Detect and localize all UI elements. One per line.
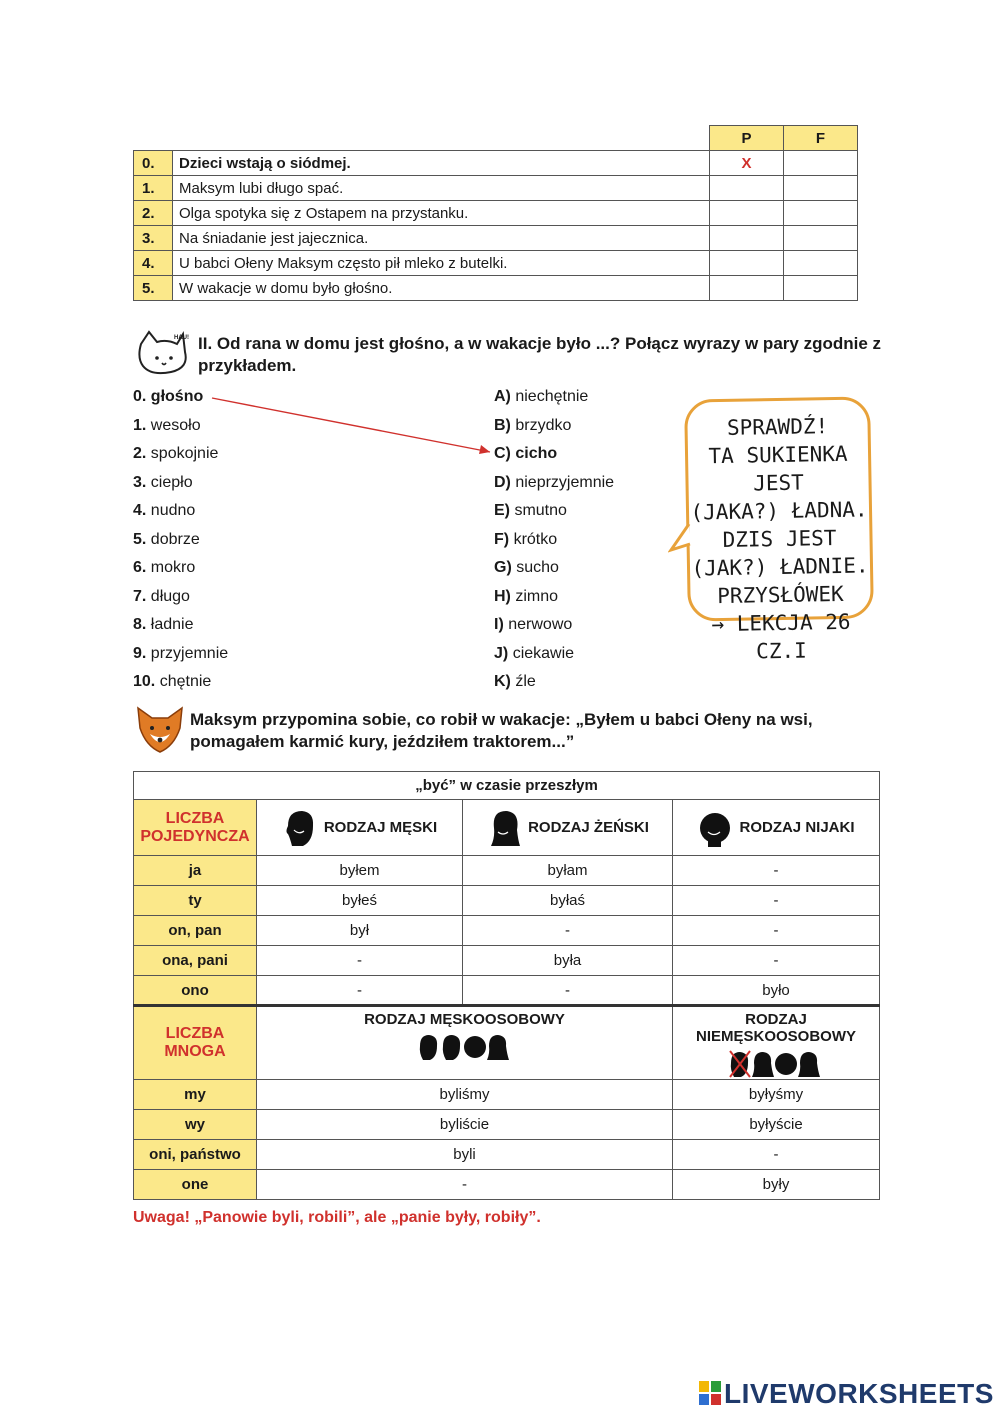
- table-row: [134, 1080, 880, 1110]
- form-cell: byliście: [257, 1110, 673, 1140]
- answer-p[interactable]: [710, 276, 784, 301]
- list-item[interactable]: I) nerwowo: [494, 616, 573, 633]
- right-word-list: [494, 387, 614, 701]
- person-label: ty: [134, 886, 257, 916]
- bubble-tail: [668, 520, 694, 560]
- row-number: 0.: [134, 151, 173, 176]
- gender-header-nmo: RODZAJ NIEMĘSKOOSOBOWY: [673, 1006, 880, 1080]
- warning-note: Uwaga! „Panowie byli, robili”, ale „panie były, robiły”.: [133, 1209, 541, 1226]
- row-number: 4.: [134, 251, 173, 276]
- row-number: 5.: [134, 276, 173, 301]
- maksym-sentence: Maksym przypomina sobie, co robił w wakacje: „Byłem u babci Ołeny na wsi, pomagałem karmić kury, jeździłem traktorem...”: [190, 710, 813, 751]
- person-label: ona, pani: [134, 946, 257, 976]
- person-label: one: [134, 1170, 257, 1200]
- list-item[interactable]: 1. wesoło: [133, 416, 201, 434]
- singular-label: LICZBA POJEDYNCZA: [134, 800, 257, 856]
- answer-f[interactable]: [784, 226, 858, 251]
- table-row: [134, 886, 880, 916]
- list-item[interactable]: K) źle: [494, 673, 536, 690]
- gender-header-mo: RODZAJ MĘSKOOSOBOWY: [257, 1006, 673, 1080]
- form-cell: byłam: [463, 856, 673, 886]
- list-item[interactable]: 4. nudno: [133, 502, 196, 519]
- table-row: [134, 976, 880, 1006]
- blank-cell: [134, 126, 173, 151]
- form-cell: byliśmy: [257, 1080, 673, 1110]
- cat-sound: HAU!: [174, 335, 189, 341]
- answer-f[interactable]: [784, 151, 858, 176]
- list-item[interactable]: 6. mokro: [133, 559, 196, 576]
- blank-cell: [173, 126, 710, 151]
- row-number: 3.: [134, 226, 173, 251]
- list-item[interactable]: 9. przyjemnie: [133, 644, 229, 662]
- list-item[interactable]: 5. dobrze: [133, 530, 200, 548]
- statement: Olga spotyka się z Ostapem na przystanku.: [173, 201, 710, 226]
- statement: U babci Ołeny Maksym często pił mleko z butelki.: [173, 251, 710, 276]
- statement: Maksym lubi długo spać.: [173, 176, 710, 201]
- list-item[interactable]: G) sucho: [494, 559, 559, 576]
- answer-p[interactable]: [710, 201, 784, 226]
- form-cell: -: [673, 916, 880, 946]
- statement: Dzieci wstają o siódmej.: [173, 151, 710, 176]
- person-label: wy: [134, 1110, 257, 1140]
- form-cell: -: [673, 946, 880, 976]
- list-item[interactable]: H) zimno: [494, 587, 559, 605]
- form-cell: byłyście: [673, 1110, 880, 1140]
- child-head-icon: [697, 808, 731, 848]
- liveworksheets-logo[interactable]: LIVEWORKSHEETS: [724, 1378, 994, 1409]
- hint-speech-bubble: SPRAWDŹ! TA SUKIENKA JEST (JAKA?) ŁADNA. DZIS JEST (JAK?) ŁADNIE. PRZYSŁÓWEK → LEKCJA 26 CZ.I: [684, 396, 874, 621]
- list-item[interactable]: E) smutno: [494, 502, 567, 519]
- answer-f[interactable]: [784, 201, 858, 226]
- exercise-instruction: II. Od rana w domu jest głośno, a w wakacje było ...? Połącz wyrazy w pary zgodnie z przykładem.: [198, 334, 882, 375]
- form-cell: były: [673, 1170, 880, 1200]
- answer-p[interactable]: X: [710, 151, 784, 176]
- table-row: [134, 151, 858, 176]
- person-label: oni, państwo: [134, 1140, 257, 1170]
- table-row: [134, 1110, 880, 1140]
- form-cell: -: [463, 976, 673, 1006]
- form-cell: byli: [257, 1140, 673, 1170]
- form-cell: -: [673, 886, 880, 916]
- answer-p[interactable]: [710, 226, 784, 251]
- row-number: 2.: [134, 201, 173, 226]
- gender-header-n: RODZAJ NIJAKI: [673, 800, 880, 856]
- person-label: on, pan: [134, 916, 257, 946]
- list-item[interactable]: F) krótko: [494, 530, 558, 548]
- non-men-heads-icon: [728, 1049, 824, 1079]
- male-head-icon: [282, 808, 316, 848]
- answer-p[interactable]: [710, 251, 784, 276]
- list-item[interactable]: J) ciekawie: [494, 644, 575, 662]
- form-cell: -: [257, 946, 463, 976]
- table-row: [134, 1140, 880, 1170]
- form-cell: byłyśmy: [673, 1080, 880, 1110]
- table-row: [134, 856, 880, 886]
- person-label: ja: [134, 856, 257, 886]
- answer-p[interactable]: [710, 176, 784, 201]
- conjugation-table: [133, 771, 880, 1200]
- plural-label: LICZBA MNOGA: [134, 1006, 257, 1080]
- table-row: [134, 251, 858, 276]
- men-heads-icon: [417, 1032, 513, 1062]
- table-row: [134, 226, 858, 251]
- form-cell: było: [673, 976, 880, 1006]
- form-cell: -: [463, 916, 673, 946]
- example-arrow: [210, 395, 500, 460]
- row-number: 1.: [134, 176, 173, 201]
- list-item[interactable]: 10. chętnie: [133, 673, 212, 690]
- form-cell: -: [673, 1140, 880, 1170]
- table-title: „być” w czasie przeszłym: [134, 772, 880, 800]
- answer-f[interactable]: [784, 251, 858, 276]
- col-p-header: P: [710, 126, 784, 151]
- gender-header-m: RODZAJ MĘSKI: [257, 800, 463, 856]
- table-row: [134, 946, 880, 976]
- list-item[interactable]: 2. spokojnie: [133, 445, 219, 462]
- form-cell: -: [673, 856, 880, 886]
- list-item[interactable]: B) brzydko: [494, 416, 572, 434]
- form-cell: był: [257, 916, 463, 946]
- form-cell: była: [463, 946, 673, 976]
- statement: W wakacje w domu było głośno.: [173, 276, 710, 301]
- list-item[interactable]: C) cicho: [494, 445, 558, 462]
- table-row: [134, 1170, 880, 1200]
- table-row: [134, 176, 858, 201]
- col-f-header: F: [784, 126, 858, 151]
- list-item[interactable]: 0. głośno: [133, 388, 204, 405]
- fox-icon: [134, 704, 186, 754]
- form-cell: -: [257, 1170, 673, 1200]
- table-row: [134, 201, 858, 226]
- table-row: [134, 276, 858, 301]
- true-false-table: [133, 125, 858, 301]
- person-label: ono: [134, 976, 257, 1006]
- list-item[interactable]: 7. długo: [133, 587, 190, 605]
- form-cell: byłem: [257, 856, 463, 886]
- form-cell: byłeś: [257, 886, 463, 916]
- female-head-icon: [486, 808, 520, 848]
- answer-f[interactable]: [784, 176, 858, 201]
- person-label: my: [134, 1080, 257, 1110]
- list-item[interactable]: D) nieprzyjemnie: [494, 473, 615, 491]
- table-row: [134, 916, 880, 946]
- statement: Na śniadanie jest jajecznica.: [173, 226, 710, 251]
- list-item[interactable]: A) niechętnie: [494, 388, 589, 405]
- liveworksheets-logo-icon: [698, 1380, 722, 1406]
- list-item[interactable]: 8. ładnie: [133, 616, 194, 633]
- answer-f[interactable]: [784, 276, 858, 301]
- form-cell: byłaś: [463, 886, 673, 916]
- list-item[interactable]: 3. ciepło: [133, 473, 193, 491]
- gender-header-f: RODZAJ ŻEŃSKI: [463, 800, 673, 856]
- form-cell: -: [257, 976, 463, 1006]
